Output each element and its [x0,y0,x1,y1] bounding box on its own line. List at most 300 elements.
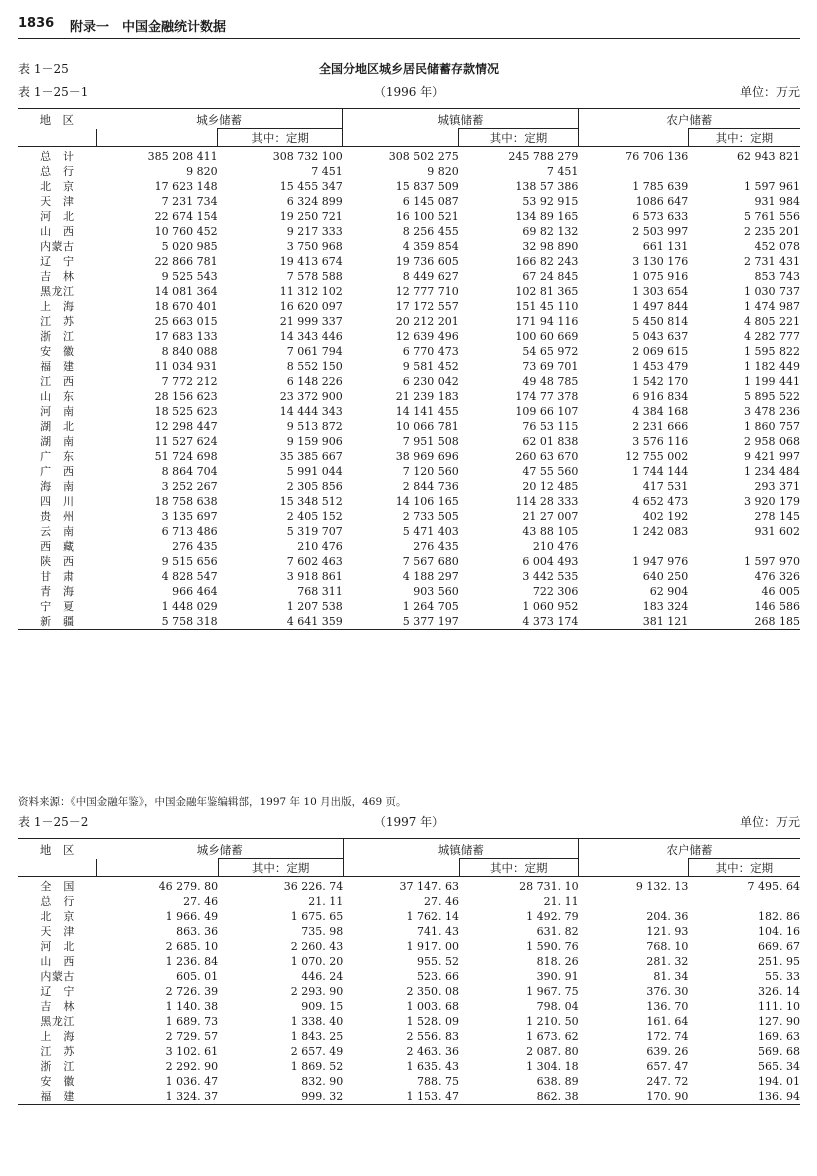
region-cell [18,209,96,224]
value-cell-c6: 4 805 221 [744,315,800,328]
region-cell [18,999,97,1014]
value-cell-c3: 7 120 560 [402,465,459,478]
header-rule [18,38,800,39]
region-cell [18,164,96,179]
value-cell-c5: 640 250 [642,570,689,583]
table-row [18,509,800,524]
value-cell-c3: 9 820 [427,165,459,178]
region-cell [18,239,96,254]
region-cell [18,954,97,969]
value-cell-c3: 12 639 496 [395,330,459,343]
value-cell-c4: 53 92 915 [522,195,579,208]
col-urban-rural-fixed-header: 其中：定期 [218,129,343,147]
table1-code: 表 1－25－1 [18,85,89,99]
value-cell-c3: 2 844 736 [402,480,459,493]
value-cell-c3: 4 359 854 [402,240,459,253]
value-cell-c2: 735. 98 [301,925,344,938]
value-cell-c5: 247. 72 [646,1075,689,1088]
main-table-title: 全国分地区城乡居民储蓄存款情况 [318,62,499,76]
col-region-header: 地 区 [39,843,75,857]
value-cell-c3: 4 188 297 [402,570,459,583]
value-cell-c1: 25 663 015 [154,315,218,328]
value-cell-c6: 853 743 [754,270,800,283]
value-cell-c6: 931 984 [754,195,800,208]
col-urban-fixed-header: 其中：定期 [459,859,579,877]
value-cell-c4: 260 63 670 [515,450,579,463]
value-cell-c5: 381 121 [642,615,689,628]
value-cell-c6: 326. 14 [758,985,800,998]
value-cell-c2: 21. 11 [308,895,344,908]
value-cell-c4: 166 82 243 [515,255,579,268]
table-row [18,999,800,1014]
col-urban-rural-header: 城乡储蓄 [196,113,243,127]
value-cell-c4: 20 12 485 [522,480,579,493]
value-cell-c5: 417 531 [642,480,689,493]
region-name: 河北 [40,210,75,223]
region-cell [18,1074,97,1089]
value-cell-c3: 7 951 508 [402,435,459,448]
value-cell-c2: 15 348 512 [279,495,343,508]
value-cell-c6: 146 586 [754,600,800,613]
region-name: 山东 [40,390,75,403]
region-cell [18,194,96,209]
value-cell-c3: 1 528. 09 [406,1015,460,1028]
table1-year: （1996 年） [373,85,445,99]
value-cell-c5: 170. 90 [646,1090,689,1103]
value-cell-c2: 14 343 446 [279,330,343,343]
value-cell-c6: 1 860 757 [744,420,800,433]
table-row [18,419,800,434]
value-cell-c1: 2 292. 90 [165,1060,219,1073]
value-cell-c4: 109 66 107 [515,405,579,418]
col-rural-header: 农户储蓄 [578,109,800,129]
value-cell-c1: 276 435 [172,540,218,553]
value-cell-c2: 999. 32 [301,1090,344,1103]
value-cell-c1: 6 713 486 [161,525,218,538]
table2-code: 表 1－25－2 [18,815,89,829]
value-cell-c4: 69 82 132 [522,225,579,238]
region-name: 辽宁 [40,255,75,268]
value-cell-c5: 1 542 170 [632,375,689,388]
value-cell-c6: 3 478 236 [744,405,800,418]
value-cell-c2: 15 455 347 [279,180,343,193]
region-cell [18,939,97,954]
value-cell-c5: 1 785 639 [632,180,689,193]
value-cell-c2: 2 260. 43 [290,940,344,953]
value-cell-c1: 22 674 154 [154,210,218,223]
value-cell-c6: 251. 95 [758,955,800,968]
value-cell-c3: 1 917. 00 [406,940,460,953]
table-row [18,939,800,954]
value-cell-c2: 11 312 102 [279,285,343,298]
table-row [18,239,800,254]
value-cell-c2: 210 476 [297,540,343,553]
region-cell [18,314,96,329]
value-cell-c4: 43 88 105 [522,525,579,538]
value-cell-c6: 1 597 970 [744,555,800,568]
region-cell [18,269,96,284]
value-cell-c2: 1 843. 25 [290,1030,344,1043]
table-row [18,479,800,494]
region-cell [18,344,96,359]
value-cell-c2: 36 226. 74 [283,880,344,893]
region-name: 安徽 [40,1075,75,1088]
value-cell-c6: 565. 34 [758,1060,800,1073]
value-cell-c6: 62 943 821 [737,150,800,163]
region-cell [18,404,96,419]
value-cell-c3: 12 777 710 [395,285,459,298]
value-cell-c6: 1 474 987 [744,300,800,313]
value-cell-c1: 1 689. 73 [165,1015,219,1028]
table-row [18,164,800,179]
value-cell-c2: 7 578 588 [286,270,343,283]
region-cell [18,1089,97,1105]
value-cell-c3: 788. 75 [417,1075,460,1088]
value-cell-c4: 1 967. 75 [526,985,579,998]
region-name: 甘肃 [40,570,75,583]
region-cell [18,584,96,599]
value-cell-c5: 1 744 144 [632,465,689,478]
value-cell-c4: 722 306 [532,585,579,598]
value-cell-c5: 768. 10 [646,940,689,953]
value-cell-c4: 818. 26 [536,955,579,968]
region-cell [18,509,96,524]
value-cell-c6: 2 235 201 [744,225,800,238]
table-row [18,554,800,569]
value-cell-c6: 4 282 777 [744,330,800,343]
region-name: 总计 [40,150,75,163]
value-cell-c1: 1 140. 38 [165,1000,219,1013]
value-cell-c4: 28 731. 10 [519,880,579,893]
value-cell-c4: 67 24 845 [522,270,579,283]
value-cell-c1: 863. 36 [176,925,219,938]
value-cell-c4: 245 788 279 [508,150,579,163]
value-cell-c5: 4 652 473 [632,495,689,508]
value-cell-c3: 5 471 403 [402,525,459,538]
value-cell-c5: 1 303 654 [632,285,689,298]
value-cell-c3: 20 212 201 [395,315,459,328]
value-cell-c5: 5 043 637 [632,330,689,343]
value-cell-c2: 909. 15 [301,1000,344,1013]
region-cell [18,554,96,569]
value-cell-c5: 1 242 083 [632,525,689,538]
value-cell-c1: 605. 01 [176,970,219,983]
table1-unit: 单位：万元 [739,85,800,99]
value-cell-c4: 1 492. 79 [526,910,579,923]
region-name: 天津 [40,195,75,208]
value-cell-c2: 35 385 667 [279,450,343,463]
value-cell-c5: 1 075 916 [632,270,689,283]
value-cell-c3: 14 106 165 [395,495,459,508]
value-cell-c4: 798. 04 [536,1000,579,1013]
value-cell-c4: 134 89 165 [515,210,579,223]
value-cell-c1: 1 236. 84 [165,955,219,968]
region-name: 陕西 [40,555,75,568]
region-cell [18,147,96,165]
value-cell-c4: 862. 38 [536,1090,579,1103]
value-cell-c6: 1 182 449 [744,360,800,373]
value-cell-c5: 81. 34 [653,970,689,983]
region-name: 江苏 [40,1045,75,1058]
table-1997 [18,838,800,1105]
value-cell-c2: 6 148 226 [286,375,343,388]
value-cell-c4: 1 060 952 [522,600,579,613]
value-cell-c3: 7 567 680 [402,555,459,568]
table-row [18,569,800,584]
region-name: 广东 [40,450,75,463]
region-cell [18,569,96,584]
region-name: 海南 [40,480,75,493]
region-name: 内蒙古 [40,970,75,983]
table-row [18,404,800,419]
value-cell-c5: 4 384 168 [632,405,689,418]
region-cell [18,479,96,494]
value-cell-c4: 6 004 493 [522,555,579,568]
region-cell [18,494,96,509]
value-cell-c2: 768 311 [297,585,343,598]
value-cell-c2: 9 513 872 [286,420,343,433]
value-cell-c5: 281. 32 [646,955,689,968]
region-name: 全国 [40,880,75,893]
col-urban-header: 城镇储蓄 [343,109,579,129]
value-cell-c4: 114 28 333 [515,495,579,508]
table-row [18,969,800,984]
table-row [18,464,800,479]
value-cell-c6: 136. 94 [758,1090,800,1103]
value-cell-c4: 21 27 007 [522,510,579,523]
region-cell [18,329,96,344]
table-row [18,924,800,939]
value-cell-c4: 210 476 [532,540,579,553]
value-cell-c1: 3 135 697 [161,510,218,523]
running-head [18,16,800,40]
value-cell-c3: 6 145 087 [402,195,459,208]
value-cell-c2: 1 338. 40 [290,1015,344,1028]
value-cell-c6: 3 920 179 [744,495,800,508]
table-row [18,1044,800,1059]
value-cell-c3: 2 463. 36 [406,1045,460,1058]
table2-year: （1997 年） [373,815,445,829]
value-cell-c2: 1 070. 20 [290,955,344,968]
value-cell-c4: 1 304. 18 [526,1060,579,1073]
value-cell-c6 [688,164,800,179]
value-cell-c2: 2 405 152 [286,510,343,523]
value-cell-c5 [578,164,688,179]
region-name: 四川 [40,495,75,508]
value-cell-c3: 1 153. 47 [406,1090,460,1103]
region-name: 福建 [40,1090,75,1103]
value-cell-c1: 11 527 624 [154,435,218,448]
region-name: 黑龙江 [40,1015,75,1028]
value-cell-c1: 1 324. 37 [165,1090,219,1103]
value-cell-c1: 12 298 447 [154,420,218,433]
table-row [18,1074,800,1089]
value-cell-c1: 3 102. 61 [165,1045,219,1058]
region-name: 湖南 [40,435,75,448]
value-cell-c3: 15 837 509 [395,180,459,193]
region-cell [18,539,96,554]
value-cell-c2: 1 869. 52 [290,1060,344,1073]
table-row [18,209,800,224]
value-cell-c5: 1 947 976 [632,555,689,568]
value-cell-c4: 631. 82 [536,925,579,938]
value-cell-c1: 17 683 133 [154,330,218,343]
table-row [18,359,800,374]
value-cell-c4: 100 60 669 [515,330,579,343]
value-cell-c1: 11 034 931 [154,360,218,373]
value-cell-c4: 102 81 365 [515,285,579,298]
value-cell-c4: 47 55 560 [522,465,579,478]
value-cell-c5 [578,539,688,554]
value-cell-c4: 1 210. 50 [526,1015,579,1028]
table-row [18,314,800,329]
value-cell-c6: 569. 68 [758,1045,800,1058]
region-cell [18,179,96,194]
table-row [18,344,800,359]
value-cell-c6: 1 595 822 [744,345,800,358]
value-cell-c3: 19 736 605 [395,255,459,268]
value-cell-c1: 8 864 704 [161,465,218,478]
value-cell-c1: 10 760 452 [154,225,218,238]
value-cell-c6: 104. 16 [758,925,800,938]
value-cell-c1: 18 670 401 [154,300,218,313]
value-cell-c1: 9 515 656 [161,555,218,568]
value-cell-c6: 2 731 431 [744,255,800,268]
value-cell-c1: 51 724 698 [154,450,218,463]
region-name: 总行 [40,895,75,908]
region-name: 河北 [40,940,75,953]
value-cell-c3: 8 256 455 [402,225,459,238]
table-row [18,449,800,464]
value-cell-c6: 669. 67 [758,940,800,953]
region-name: 云南 [40,525,75,538]
value-cell-c3: 741. 43 [417,925,460,938]
value-cell-c6: 194. 01 [758,1075,800,1088]
value-cell-c6: 9 421 997 [744,450,800,463]
value-cell-c4: 21. 11 [543,895,579,908]
table2-caption [18,813,800,831]
value-cell-c5: 661 131 [642,240,689,253]
table-row [18,329,800,344]
region-name: 北京 [40,910,75,923]
value-cell-c5: 5 450 814 [632,315,689,328]
value-cell-c6: 182. 86 [758,910,800,923]
region-cell [18,254,96,269]
value-cell-c5: 136. 70 [646,1000,689,1013]
value-cell-c3: 38 969 696 [395,450,459,463]
table-row [18,299,800,314]
region-cell [18,419,96,434]
region-name: 内蒙古 [40,240,75,253]
value-cell-c3: 1 762. 14 [406,910,460,923]
table-row [18,909,800,924]
region-name: 西藏 [40,540,75,553]
table-1996 [18,108,800,630]
region-name: 上海 [40,1030,75,1043]
value-cell-c3: 1 264 705 [402,600,459,613]
col-region-header: 地 区 [39,113,75,127]
value-cell-c2: 3 918 861 [286,570,343,583]
value-cell-c6: 5 761 556 [744,210,800,223]
value-cell-c2: 7 061 794 [286,345,343,358]
value-cell-c5: 2 069 615 [632,345,689,358]
value-cell-c3: 5 377 197 [402,615,459,628]
value-cell-c5: 12 755 002 [625,450,689,463]
region-cell [18,894,97,909]
table-row [18,614,800,630]
region-name: 湖北 [40,420,75,433]
value-cell-c4: 7 451 [546,165,579,178]
col-rural-fixed-header: 其中：定期 [688,129,800,147]
value-cell-c1: 385 208 411 [147,150,218,163]
region-name: 安徽 [40,345,75,358]
value-cell-c3: 955. 52 [417,955,460,968]
value-cell-c2: 19 250 721 [279,210,343,223]
value-cell-c3: 17 172 557 [395,300,459,313]
region-name: 北京 [40,180,75,193]
value-cell-c5: 121. 93 [646,925,689,938]
value-cell-c2: 9 159 906 [286,435,343,448]
value-cell-c3: 276 435 [413,540,459,553]
region-cell [18,909,97,924]
table1-caption [18,83,800,101]
table-row [18,434,800,449]
table-row [18,284,800,299]
value-cell-c4: 171 94 116 [515,315,579,328]
value-cell-c5: 161. 64 [646,1015,689,1028]
value-cell-c2: 5 319 707 [286,525,343,538]
value-cell-c2: 23 372 900 [279,390,343,403]
table-row [18,584,800,599]
value-cell-c4: 49 48 785 [522,375,579,388]
region-cell [18,877,97,895]
region-cell [18,1044,97,1059]
value-cell-c6: 127. 90 [758,1015,800,1028]
value-cell-c5: 1086 647 [635,195,689,208]
region-name: 青海 [40,585,75,598]
table-row [18,984,800,999]
col-rural-header: 农户储蓄 [579,839,800,859]
table-row [18,1089,800,1105]
value-cell-c1: 1 036. 47 [165,1075,219,1088]
value-cell-c4: 638. 89 [536,1075,579,1088]
value-cell-c2: 9 217 333 [286,225,343,238]
value-cell-c2: 446. 24 [301,970,344,983]
region-cell [18,464,96,479]
region-name: 河南 [40,405,75,418]
section-title: 附录一 中国金融统计数据 [70,20,227,35]
value-cell-c2: 2 293. 90 [290,985,344,998]
region-name: 贵州 [40,510,75,523]
value-cell-c3: 14 141 455 [395,405,459,418]
value-cell-c1: 1 966. 49 [165,910,219,923]
col-urban-rural-fixed-header: 其中：定期 [218,859,343,877]
value-cell-c5: 76 706 136 [625,150,689,163]
table-row [18,1059,800,1074]
page-number: 1836 [18,16,55,31]
value-cell-c2: 1 207 538 [286,600,343,613]
region-cell [18,969,97,984]
value-cell-c6: 452 078 [754,240,800,253]
table-row [18,1014,800,1029]
region-name: 天津 [40,925,75,938]
value-cell-c2: 5 991 044 [286,465,343,478]
value-cell-c6: 46 005 [761,585,800,598]
region-cell [18,359,96,374]
source-note: 资料来源：《中国金融年鉴》，中国金融年鉴编辑部，1997 年 10 月出版，469 页。 [18,796,407,808]
value-cell-c5: 657. 47 [646,1060,689,1073]
value-cell-c2: 14 444 343 [279,405,343,418]
